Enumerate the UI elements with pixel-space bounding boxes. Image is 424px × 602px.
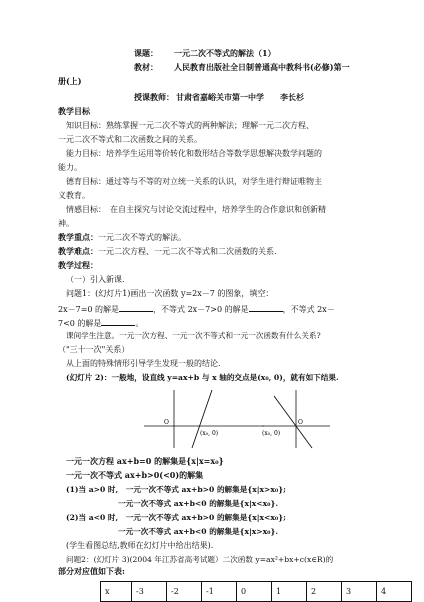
- knowledge-goal: 知识目标：熟练掌握一元二次不等式的两种解法；理解一元二次方程、: [66, 121, 314, 130]
- textbook-text-cont: 册(上): [58, 76, 82, 86]
- table-cell: 1: [272, 582, 307, 602]
- process-label: 教学过程：: [58, 260, 98, 270]
- student-summary-note: (学生看图总结,教师在幻灯片中给出结果).: [66, 541, 214, 550]
- key-point-text: 一元二次不等式的解法。: [98, 233, 186, 242]
- emotion-goal-cont: 神。: [58, 219, 74, 228]
- question-1-line: 问题1：(幻灯片1)画出一次函数 y=2x－7 的图象，填空：: [66, 289, 274, 298]
- table-x-label: x: [101, 582, 132, 602]
- question-2-line: 问题2：(幻灯片 3)(2004 年江苏省高考试题）二次函数 y=ax²+bx+c(x∈R)的: [66, 555, 334, 564]
- transition-text: 从上面的特殊情形引导学生发现一般的结论.: [66, 359, 221, 368]
- title-label: 课题：: [134, 48, 158, 58]
- question-2-line-cont: 部分对应值如下表:: [58, 566, 125, 576]
- teacher-name: 甘肃省嘉峪关市第一中学 李长杉: [176, 92, 304, 102]
- ability-goal-cont: 能力。: [58, 163, 82, 172]
- goals-heading: 教学目标: [58, 106, 90, 116]
- graph-b-origin: O: [298, 419, 303, 426]
- emotion-goal: 情感目标： 在自主探究与讨论交流过程中，培养学生的合作意识和创新精: [66, 205, 326, 214]
- textbook-text: 人民教育出版社全日制普通高中教科书(必修)第一: [174, 62, 350, 72]
- graph-b-line: [274, 396, 312, 448]
- result-a-positive-gt: (1)当 a>0 时, 一元一次不等式 ax+b>0 的解集是{x|x>x₀};: [66, 485, 286, 494]
- graph-a-origin: O: [164, 419, 169, 426]
- table-cell: 3: [342, 582, 377, 602]
- graph-b-negative: [260, 386, 332, 450]
- result-a-negative-lt: 一元一次不等式 ax+b<0 的解集是{x|x>x₀}.: [118, 527, 279, 536]
- lesson-title: 一元二次不等式的解法（1）: [174, 48, 276, 58]
- q1-ineq-lt: ，不等式 2x－: [282, 305, 335, 314]
- step-intro: （一）引入新课.: [66, 275, 125, 284]
- moral-goal: 德育目标：通过等与不等的对立统一关系的认识，对学生进行辩证唯物主: [66, 177, 322, 186]
- table-cell: 2: [307, 582, 342, 602]
- q1-end: 。: [135, 319, 144, 328]
- teacher-label: 授课教师：: [134, 92, 174, 102]
- table-cell: -1: [202, 582, 237, 602]
- blank-1: [119, 302, 153, 312]
- graph-b-root: (x₀, 0): [262, 430, 281, 437]
- blank-2: [249, 302, 283, 312]
- difficulty-text: 一元二次方程、一元二次不等式和二次函数的关系.: [98, 247, 277, 256]
- textbook-label: 教材：: [134, 62, 158, 72]
- result-a-negative-gt: (2)当 a<0 时, 一元一次不等式 ax+b>0 的解集是{x|x<x₀};: [66, 513, 286, 522]
- result-a-positive-lt: 一元一次不等式 ax+b<0 的解集是{x|x<x₀}.: [118, 499, 279, 508]
- q1-ineq-gt: ，不等式 2x－7>0 的解是: [153, 305, 249, 314]
- graph-a-positive: [140, 386, 270, 450]
- result-inequality: 一元一次不等式 ax+b>0(<0)的解集: [66, 470, 204, 480]
- ability-goal: 能力目标：培养学生运用等价转化和数形结合等数学思想解决数学问题的: [66, 149, 322, 158]
- table-cell: 4: [377, 582, 412, 602]
- table-cell: -3: [132, 582, 167, 602]
- question-1-hint: （"三十一次"关系）: [58, 345, 130, 354]
- slide-2-text: (幻灯片 2)：一般地，设直线 y=ax+b 与 x 轴的交点是(x₀, 0)，就有如下结果.: [66, 373, 339, 382]
- q1-lt-text: 7<0 的解是: [58, 319, 102, 328]
- graph-a-line: [192, 390, 212, 448]
- table-cell: -2: [167, 582, 202, 602]
- question-1-discuss: 课间学生注意。一元一次方程、一元一次不等式和一元一次函数有什么关系?: [66, 331, 321, 340]
- blank-3: [101, 316, 135, 326]
- difficulty-label: 教学难点：: [58, 246, 98, 256]
- question-1-blanks-2: [58, 316, 143, 330]
- difficulty-point: [58, 246, 277, 258]
- graph-a-root: (x₀, 0): [200, 430, 219, 437]
- value-table: [100, 581, 412, 602]
- key-point: [58, 232, 186, 244]
- moral-goal-cont: 义教育。: [58, 191, 90, 200]
- question-1-blanks: [58, 302, 335, 316]
- knowledge-goal-cont: 一元二次不等式和二次函数之间的关系。: [58, 135, 202, 144]
- key-point-label: 教学重点：: [58, 232, 98, 242]
- table-cell: 0: [237, 582, 272, 602]
- q1-eq: 2x－7=0 的解是: [58, 305, 120, 314]
- table-row-x: [101, 582, 412, 602]
- result-equation: 一元一次方程 ax+b=0 的解集是{x|x=x₀}: [66, 456, 224, 466]
